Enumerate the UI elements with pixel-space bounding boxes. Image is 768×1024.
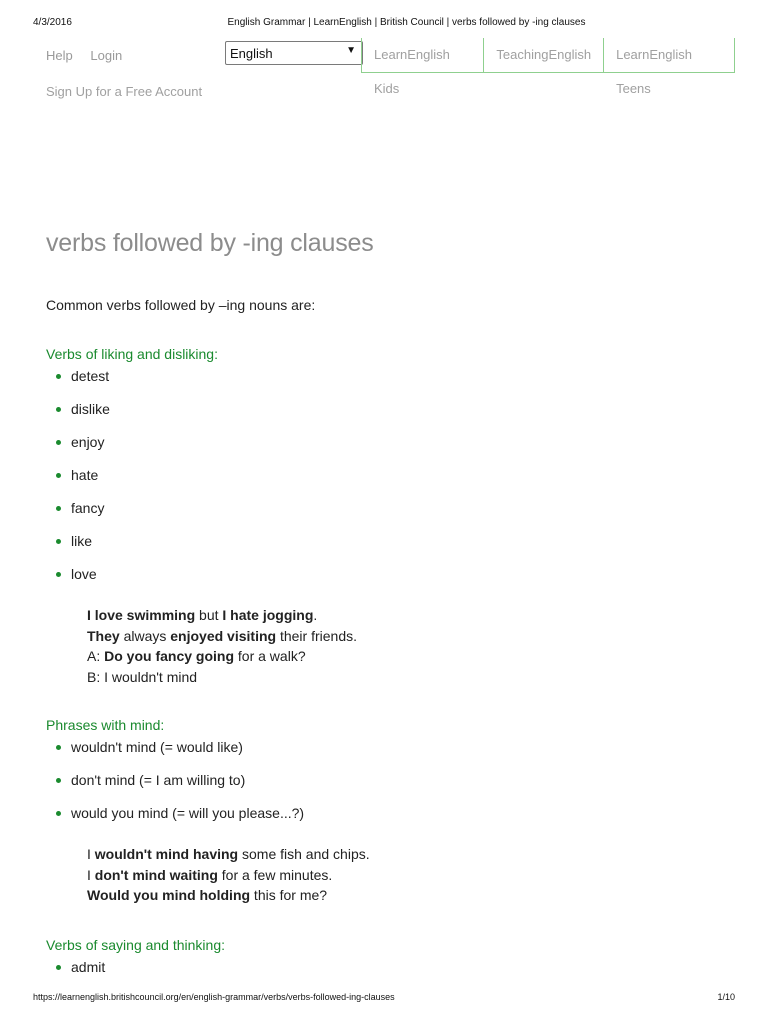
grammar-section [46, 717, 726, 906]
verb-list [46, 368, 726, 599]
list-item: wouldn't mind (= would like) [71, 739, 726, 772]
example-text: . [313, 607, 318, 623]
list-item: fancy [71, 500, 726, 533]
print-page-title: English Grammar | LearnEnglish | British Council | verbs followed by -ing clauses [227, 17, 586, 28]
print-footer [0, 992, 768, 1006]
verb-list [46, 959, 726, 992]
list-item: dislike [71, 401, 726, 434]
highlighted-phrase: enjoyed visiting [170, 627, 277, 644]
example-line [87, 605, 726, 626]
language-select[interactable] [225, 41, 363, 65]
example-line [87, 844, 726, 865]
example-text: I [87, 866, 95, 883]
signup-link[interactable]: Sign Up for a Free Account [46, 84, 203, 99]
example-line [87, 885, 726, 906]
example-sentences [87, 605, 726, 687]
site-links [361, 38, 735, 96]
example-text: this for me? [250, 887, 328, 903]
list-item: would you mind (= will you please...?) [71, 805, 726, 838]
highlighted-phrase: Do you fancy going [104, 648, 235, 664]
grammar-section [46, 937, 726, 992]
highlighted-phrase: I hate jogging [222, 607, 314, 623]
example-text: always [119, 627, 171, 644]
chevron-down-icon: ▼ [346, 45, 356, 56]
list-item: enjoy [71, 434, 726, 467]
highlighted-phrase: I love swimming [87, 607, 196, 623]
site-link-teachingenglish[interactable]: TeachingEnglish [483, 38, 603, 72]
example-line [87, 646, 726, 667]
example-text: I [87, 846, 95, 862]
list-item: hate [71, 467, 726, 500]
help-link[interactable]: Help [46, 48, 73, 63]
example-text: A: [87, 648, 105, 664]
example-line [87, 667, 726, 688]
list-item: like [71, 533, 726, 566]
language-value: English [230, 46, 273, 61]
example-text: for a walk? [234, 648, 306, 664]
example-line [87, 865, 726, 886]
highlighted-phrase: wouldn't mind having [94, 846, 239, 862]
highlighted-phrase: don't mind waiting [94, 866, 218, 883]
print-header [0, 17, 768, 31]
section-heading: Phrases with mind: [46, 717, 165, 733]
grammar-sections [46, 346, 726, 992]
example-text: but [195, 607, 223, 623]
example-text: B: I wouldn't mind [87, 668, 198, 685]
login-link[interactable]: Login [90, 48, 123, 63]
print-url: https://learnenglish.britishcouncil.org/en/english-grammar/verbs/verbs-followed-ing-clauses [33, 992, 395, 1002]
example-text: some fish and chips. [238, 846, 370, 862]
intro-text: Common verbs followed by –ing nouns are: [46, 297, 316, 313]
example-text: for a few minutes. [217, 866, 333, 883]
site-link-learnenglish-kids[interactable]: LearnEnglish Kids [361, 38, 483, 72]
site-link-learnenglish-teens[interactable]: LearnEnglish Teens [603, 38, 735, 72]
article-content [46, 297, 726, 992]
page-title: verbs followed by -ing clauses [46, 229, 374, 257]
example-sentences [87, 844, 726, 906]
highlighted-phrase: Would you mind holding [87, 887, 251, 903]
example-text: their friends. [276, 627, 358, 644]
list-item: love [71, 566, 726, 599]
section-heading: Verbs of saying and thinking: [46, 936, 226, 953]
verb-list [46, 739, 726, 838]
section-heading: Verbs of liking and disliking: [46, 346, 218, 362]
highlighted-phrase: They [87, 627, 120, 644]
print-date: 4/3/2016 [33, 17, 72, 28]
page-number: 1/10 [717, 992, 735, 1002]
list-item: detest [71, 368, 726, 401]
list-item: admit [71, 959, 726, 992]
list-item: don't mind (= I am willing to) [71, 772, 726, 805]
grammar-section [46, 346, 726, 687]
utility-links [46, 48, 136, 63]
example-line [87, 626, 726, 647]
